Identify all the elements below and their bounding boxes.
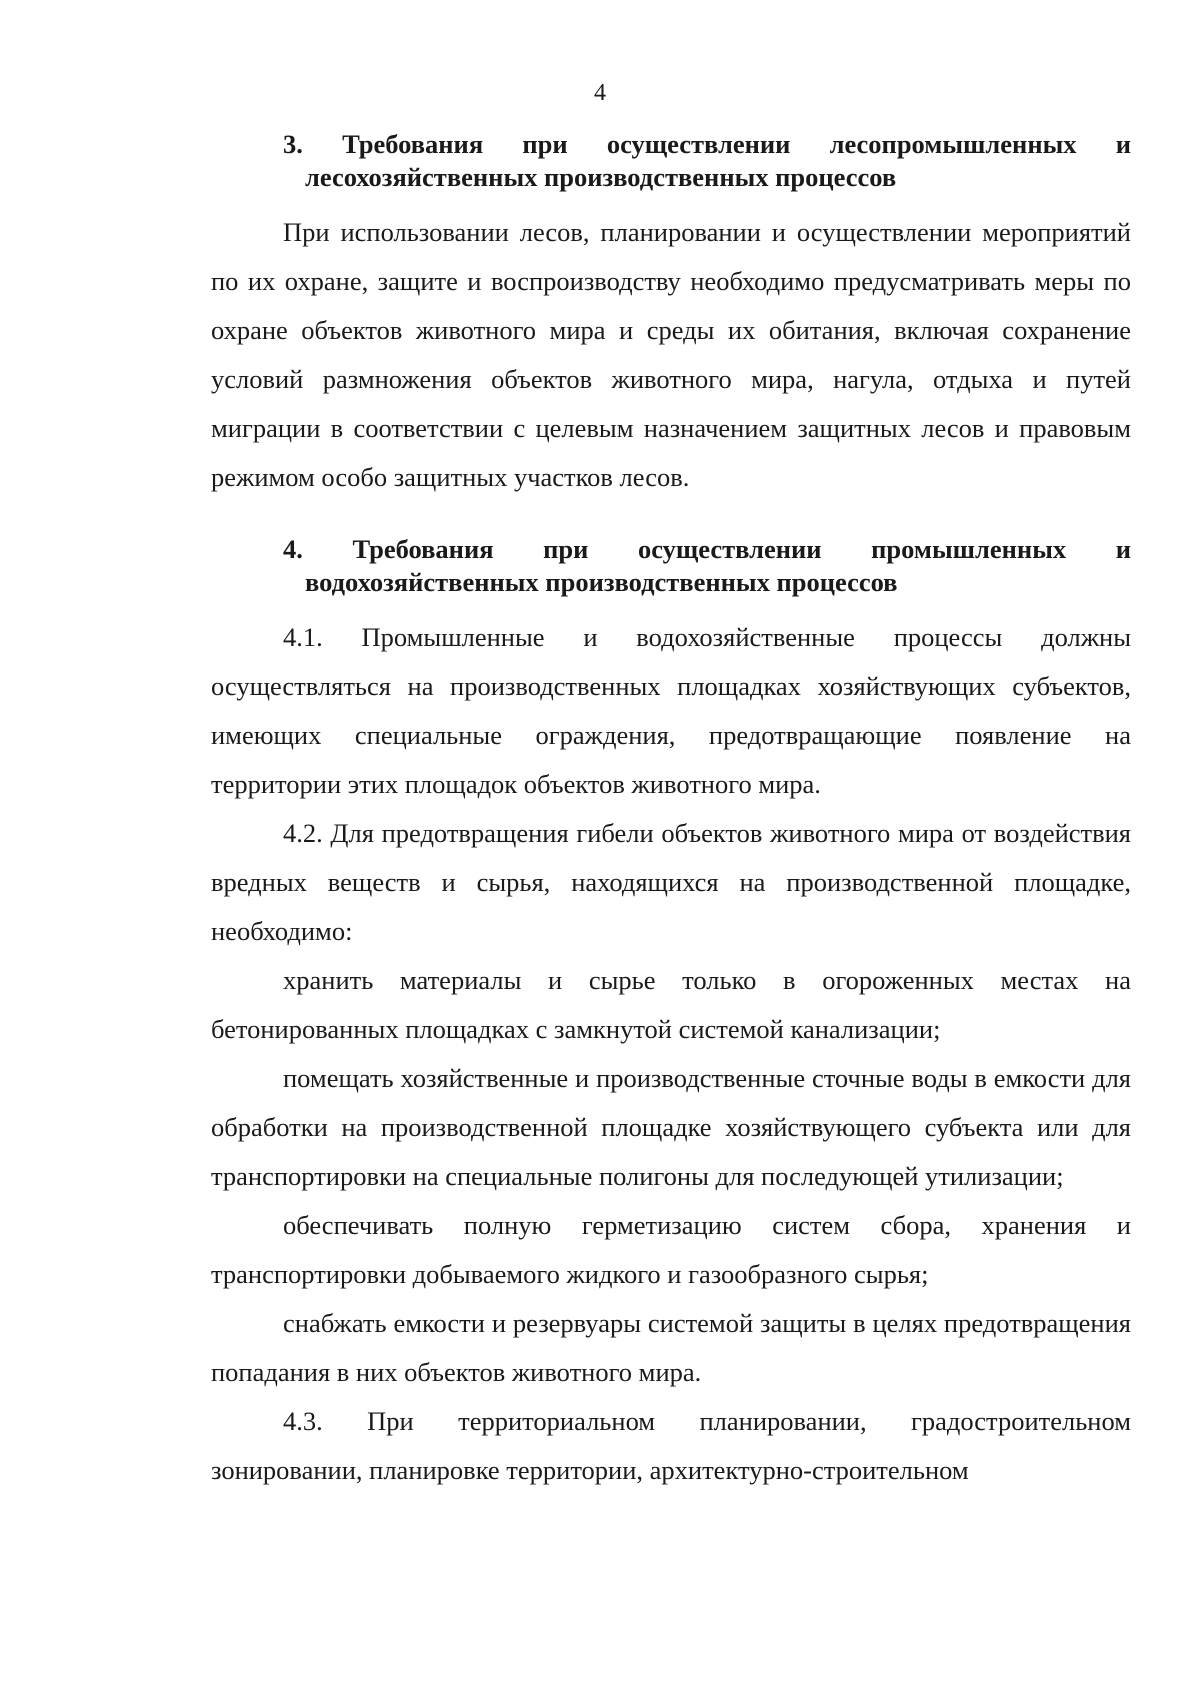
section-3-heading-line-1: 3. Требования при осуществлении лесопромышленных и [283, 129, 1131, 159]
section-3-heading-line-2: лесохозяйственных производственных процессов [305, 162, 897, 192]
list-item-sealing: обеспечивать полную герметизацию систем сбора, хранения и транспортировки добываемого жидкого и газообразного сырья; [211, 1210, 1131, 1289]
section-4-heading-line-1: 4. Требования при осуществлении промышленных и [283, 534, 1131, 564]
page-number: 4 [594, 80, 606, 106]
section-3-paragraph: При использовании лесов, планировании и осуществлении мероприятий по их охране, защите и воспроизводству необходимо предусматривать меры по охране объектов животного мира и среды их обитания, включая сохранение условий размножения объектов животного мира, нагула, отдыха и путей миграции в соответствии с целевым назначением защитных лесов и правовым режимом особо защитных участков лесов. [211, 217, 1131, 492]
paragraph-4-1: 4.1. Промышленные и водохозяйственные процессы должны осуществляться на производственных площадках хозяйствующих субъектов, имеющих специальные ограждения, предотвращающие появление на территории этих площадок объектов животного мира. [211, 622, 1131, 799]
section-4-heading-line-2: водохозяйственных производственных процессов [305, 567, 898, 597]
paragraph-4-3: 4.3. При территориальном планировании, градостроительном зонировании, планировке территории, архитектурно-строительном [211, 1406, 1131, 1485]
list-item-tank-protection: снабжать емкости и резервуары системой защиты в целях предотвращения попадания в них объектов животного мира. [211, 1308, 1131, 1387]
list-item-wastewater: помещать хозяйственные и производственные сточные воды в емкости для обработки на производственной площадке хозяйствующего субъекта или для транспортировки на специальные полигоны для последующей утилизации; [211, 1063, 1131, 1191]
document-body [211, 128, 1131, 1495]
section-3-heading [211, 128, 1131, 194]
paragraph-4-2: 4.2. Для предотвращения гибели объектов животного мира от воздействия вредных веществ и сырья, находящихся на производственной площадке, необходимо: [211, 818, 1131, 946]
list-item-store-materials: хранить материалы и сырье только в огороженных местах на бетонированных площадках с замкнутой системой канализации; [211, 965, 1131, 1044]
section-4-heading [211, 533, 1131, 599]
